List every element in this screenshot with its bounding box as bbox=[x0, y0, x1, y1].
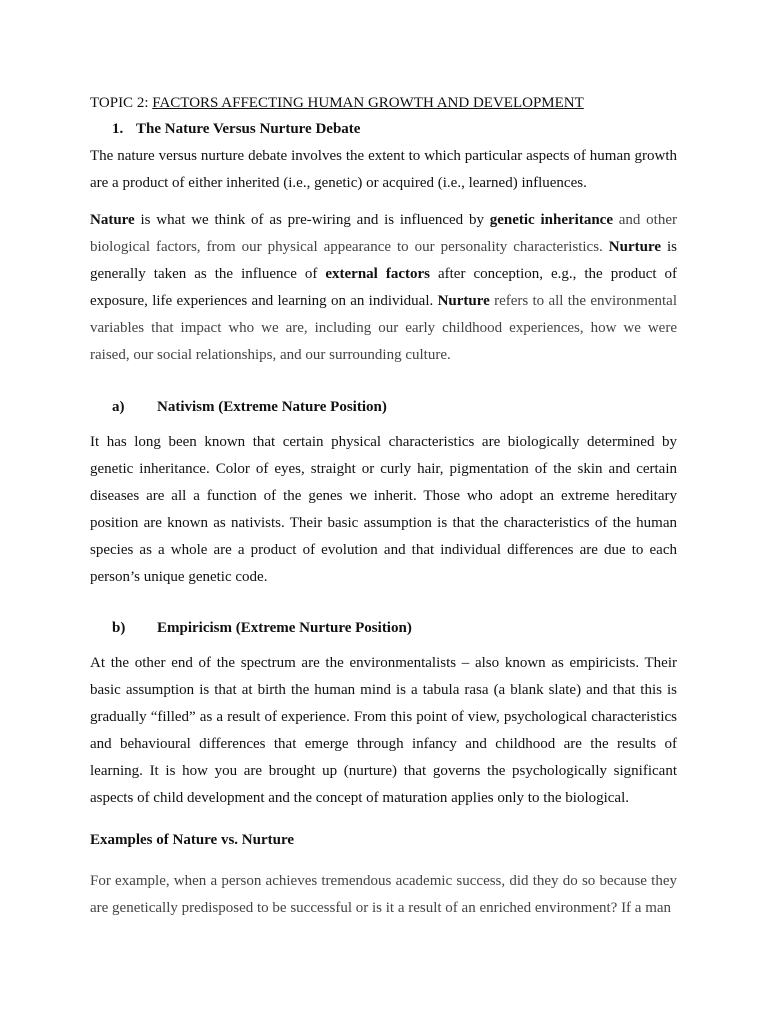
examples-paragraph: For example, when a person achieves tremendous academic success, did they do so because they are genetically predisposed to be successful or is it a result of an enriched environment? If a man bbox=[90, 873, 677, 916]
topic-heading bbox=[90, 93, 677, 113]
section-a-title: Nativism (Extreme Nature Position) bbox=[157, 399, 387, 415]
examples-heading: Examples of Nature vs. Nurture bbox=[90, 832, 295, 848]
term-nurture: Nurture bbox=[608, 239, 661, 255]
term-genetic-inheritance: genetic inheritance bbox=[489, 212, 613, 228]
intro-paragraph: The nature versus nurture debate involves the extent to which particular aspects of human growth are a product of either inherited (i.e., genetic) or acquired (i.e., learned) influences. bbox=[90, 148, 677, 191]
text-span: is generally taken as the influence of bbox=[90, 239, 677, 282]
section-1-number: 1. bbox=[112, 121, 124, 137]
section-b-label: b) bbox=[112, 620, 126, 636]
section-1-title: The Nature Versus Nurture Debate bbox=[136, 121, 361, 137]
nature-nurture-paragraph bbox=[90, 207, 677, 369]
nativism-paragraph: It has long been known that certain physical characteristics are biologically determined by genetic inheritance. Color of eyes, straight or curly hair, pigmentation of the skin and certain diseases are all a function of the genes we inherit. Those who adopt an extreme hereditary position are known as nativists. Their basic assumption is that the characteristics of the human species as a whole are a product of evolution and that individual differences are due to each person’s unique genetic code. bbox=[90, 434, 677, 585]
text-span: is what we think of as pre-wiring and is influenced by bbox=[134, 212, 490, 228]
text-span: after conception, e.g., the product of exposure, life experiences and learning on an individual. bbox=[90, 266, 678, 309]
section-1-heading bbox=[90, 119, 677, 139]
topic-title: FACTORS AFFECTING HUMAN GROWTH AND DEVELOPMENT bbox=[152, 95, 584, 111]
section-a-heading bbox=[90, 397, 677, 417]
section-a-label: a) bbox=[112, 399, 125, 415]
empiricism-paragraph: At the other end of the spectrum are the environmentalists – also known as empiricists. Their basic assumption is that at birth the human mind is a tabula rasa (a blank slate) and that this is gradually “filled” as a result of experience. From this point of view, psychological characteristics and behavioural differences that emerge through infancy and childhood are the results of learning. It is how you are brought up (nurture) that governs the psychologically significant aspects of child development and the concept of maturation applies only to the biological. bbox=[90, 655, 677, 806]
section-b-title: Empiricism (Extreme Nurture Position) bbox=[157, 620, 412, 636]
text-span: refers to all the environmental variables that impact who we are, including our early childhood experiences, how we were raised, our social relationships, and our surrounding culture. bbox=[90, 293, 678, 363]
topic-prefix: TOPIC 2: bbox=[90, 95, 153, 111]
term-nurture-2: Nurture bbox=[437, 293, 490, 309]
document-body bbox=[90, 93, 677, 922]
term-nature: Nature bbox=[90, 212, 135, 228]
term-external-factors: external factors bbox=[325, 266, 430, 282]
text-span: and other biological factors, from our physical appearance to our personality characteristics. bbox=[90, 212, 678, 255]
section-b-heading bbox=[90, 618, 677, 638]
